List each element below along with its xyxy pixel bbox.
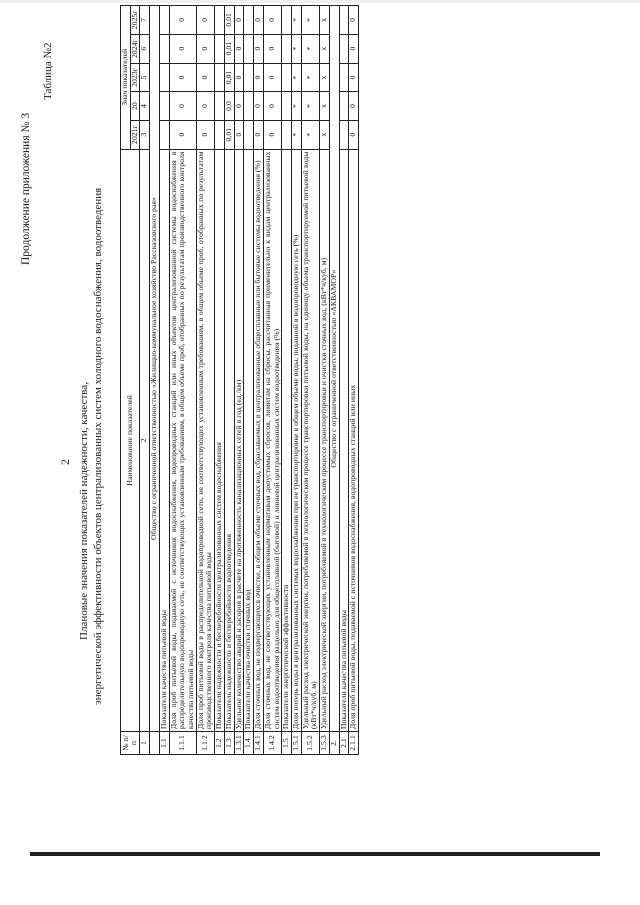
indicator-name: Показатели надежности и бесперебойности централизованных систем водоснабжения [215,149,225,732]
indicator-value: 0 [349,6,359,35]
indicator-value [215,92,225,120]
indicator-value: 0 [254,92,264,120]
indicator-value: х [320,63,330,92]
indicator-name: Удельное количество аварий и засоров в расчете на протяженность канализационных сетей в год (ед./км) [234,149,244,732]
table-row [291,6,301,755]
indicator-value [215,63,225,92]
row-number: 1.1.2 [196,732,214,755]
indicator-value: 0 [196,92,214,120]
header-year: 2021г [130,120,140,149]
indicator-name: Доля проб питьевой воды, подаваемой с источников водоснабжения, водопроводных станций или иных [349,149,359,732]
indicator-value [159,6,169,35]
indicator-name: Доля проб питьевой воды в распределительной водопроводной сети, не соответствующих установленным требованиям, в общем объеме проб, отобранных по результатам производственного контроля качества питьевой воды [196,149,214,732]
indicator-value: 0 [349,120,359,149]
indicator-value: * [301,92,319,120]
indicator-value: 0 [349,92,359,120]
header-name: Наименование показателей [121,149,140,732]
indicator-value: 0,01 [224,120,234,149]
row-number: 2.1 [339,732,349,755]
indicator-value [282,63,292,92]
row-number: 1.4.2 [263,732,281,755]
indicator-value: 0,01 [224,63,234,92]
indicator-value: 0 [254,6,264,35]
row-number: 1.3.1 [234,732,244,755]
row-number: 1.5 [282,732,292,755]
indicator-name: Показатели энергетической эффективности [282,149,292,732]
indicator-value: 0 [196,63,214,92]
indicator-value: 0 [263,92,281,120]
table-row [169,6,196,755]
indicator-name: Удельный расход электрической энергии, потребляемой в технологическом процессе транспортировки и очистки сточных вод, (кВт*ч/куб. м) [320,149,330,732]
indicator-value: 0 [263,63,281,92]
organization-header: Общество с ограниченной ответственностью «Жилищно-коммунальное хозяйство Рассказовского рая» [150,6,160,732]
table-row [215,6,225,755]
header-year: 2025г [130,6,140,35]
indicator-value: 0 [196,120,214,149]
table-row [301,6,319,755]
col-number: 5 [140,63,150,92]
table-body [150,6,359,755]
indicator-name: Показатели качества очистки сточных вод [244,149,254,732]
indicator-value [282,120,292,149]
row-number: 1.3 [224,732,234,755]
indicator-value: 0 [234,34,244,63]
table-row [349,6,359,755]
indicator-value [215,6,225,35]
indicator-name: Показатели качества питьевой воды [159,149,169,732]
indicator-value: 0 [349,63,359,92]
row-number: 1.5.2 [301,732,319,755]
row-number: 2. [329,732,339,755]
row-number: 1.5.1 [291,732,301,755]
table-row [329,6,339,755]
appendix-note: Продолжение приложения № 3 [20,112,32,265]
row-number: 1.2 [215,732,225,755]
table-number: Таблица №2 [42,42,54,100]
indicator-value: * [301,34,319,63]
indicator-value: х [320,34,330,63]
indicator-value: 0 [254,120,264,149]
indicator-value: 0 [234,120,244,149]
indicator-name: Показатели качества питьевой воды [339,149,349,732]
indicator-value: 0 [169,6,196,35]
row-number [150,732,160,755]
indicator-value [282,34,292,63]
indicator-name: Доля потерь воды в централизованных системах водоснабжения при ее транспортировке в общем объеме воды, поданной в водопроводную сеть (%) [291,149,301,732]
indicator-name: Доля сточных вод, не соответствующих установленным нормативам допустимых сбросов, лимитам на сбросы, рассчитанная применительно к видам централизованных систем водоотведения раздельно для общесплавной (бытовой) и ливневой централизованных систем водоотведения (%) [263,149,281,732]
col-number: 7 [140,6,150,35]
table-row [320,6,330,755]
indicator-value [159,92,169,120]
indicator-value: * [301,120,319,149]
indicator-value [159,120,169,149]
indicator-value: * [291,92,301,120]
indicator-value: 0 [234,63,244,92]
indicator-value: х [320,120,330,149]
header-values: Знач показателей [121,6,131,150]
page-number: 2 [58,459,72,465]
indicator-value: 0 [254,34,264,63]
indicator-value: * [291,63,301,92]
row-number: 1.1 [159,732,169,755]
indicator-name: Доля проб питьевой воды, подаваемой с источников водоснабжения, водопроводных станций или иных объектов централизованной системы водоснабжения в распределительную водопроводную сеть, не соответствующих установленным требованиям, в общем объеме проб, отобранных по результатам производственного контроля качества питьевой воды [169,149,196,732]
indicator-value: 0 [169,92,196,120]
header-year: 20 [130,92,140,120]
indicator-value: х [320,6,330,35]
indicator-value: 0 [196,6,214,35]
table-row [224,6,234,755]
indicator-value: 0 [263,120,281,149]
scan-border [30,852,600,856]
col-number: 2 [140,149,150,732]
indicator-value: * [291,6,301,35]
indicator-value: 0 [234,92,244,120]
col-number: 4 [140,92,150,120]
indicator-name: Удельный расход электрической энергии, потребляемой в технологическом процессе транспортировки питьевой воды, на единицу объема транспортируемой питьевой воды (кВт*ч/куб. м) [301,149,319,732]
indicator-value: х [320,92,330,120]
indicator-value [215,34,225,63]
indicator-value: 0 [196,34,214,63]
table-row [282,6,292,755]
indicator-value: 0 [254,63,264,92]
table-row [159,6,169,755]
row-number: 1.5.3 [320,732,330,755]
indicator-value [282,6,292,35]
header-year: 2023г [130,63,140,92]
table-row [254,6,264,755]
indicator-value: * [291,34,301,63]
title-line-2: энергетической эффективности объектов централизованных систем холодного водоснабжения, водоотведения [92,187,104,705]
table-row [263,6,281,755]
indicator-value [159,34,169,63]
indicator-value: 0 [169,63,196,92]
row-number: 1.4 [244,732,254,755]
indicator-value: 0 [169,120,196,149]
row-number: 1.1.1 [169,732,196,755]
organization-header: Общество с ограниченной ответственностью «АКВАМОР» [329,6,339,732]
indicators-table [120,5,359,755]
indicator-value: 0 [169,34,196,63]
header-year: 2024г [130,34,140,63]
indicator-value: 0,0 [224,92,234,120]
indicator-value [215,120,225,149]
indicator-value: * [301,6,319,35]
indicator-value: 0 [263,6,281,35]
header-num: № п/п [121,732,140,755]
table-row [150,6,160,755]
indicator-value: * [301,63,319,92]
row-number: 1.4.1 [254,732,264,755]
indicator-value: 0 [263,34,281,63]
indicator-value: 0,01 [224,34,234,63]
indicator-name: Доля сточных вод, не подвергающихся очистке, в общем объеме сточных вод, сбрасываемых в централизованные общесплавные или бытовые системы водоотведения (%) [254,149,264,732]
title-line-1: Плановые значения показателей надежности, качества, [78,382,90,640]
indicator-value [282,92,292,120]
indicator-value [159,63,169,92]
col-number: 1 [140,732,150,755]
col-number: 3 [140,120,150,149]
row-number: 2.1.1 [349,732,359,755]
indicator-value: * [291,120,301,149]
table-row [196,6,214,755]
indicator-value: 0 [234,6,244,35]
indicator-value: 0,01 [224,6,234,35]
col-number: 6 [140,34,150,63]
indicator-value: 0 [349,34,359,63]
indicator-name: Показатель надежности и бесперебойности водоотведения [224,149,234,732]
